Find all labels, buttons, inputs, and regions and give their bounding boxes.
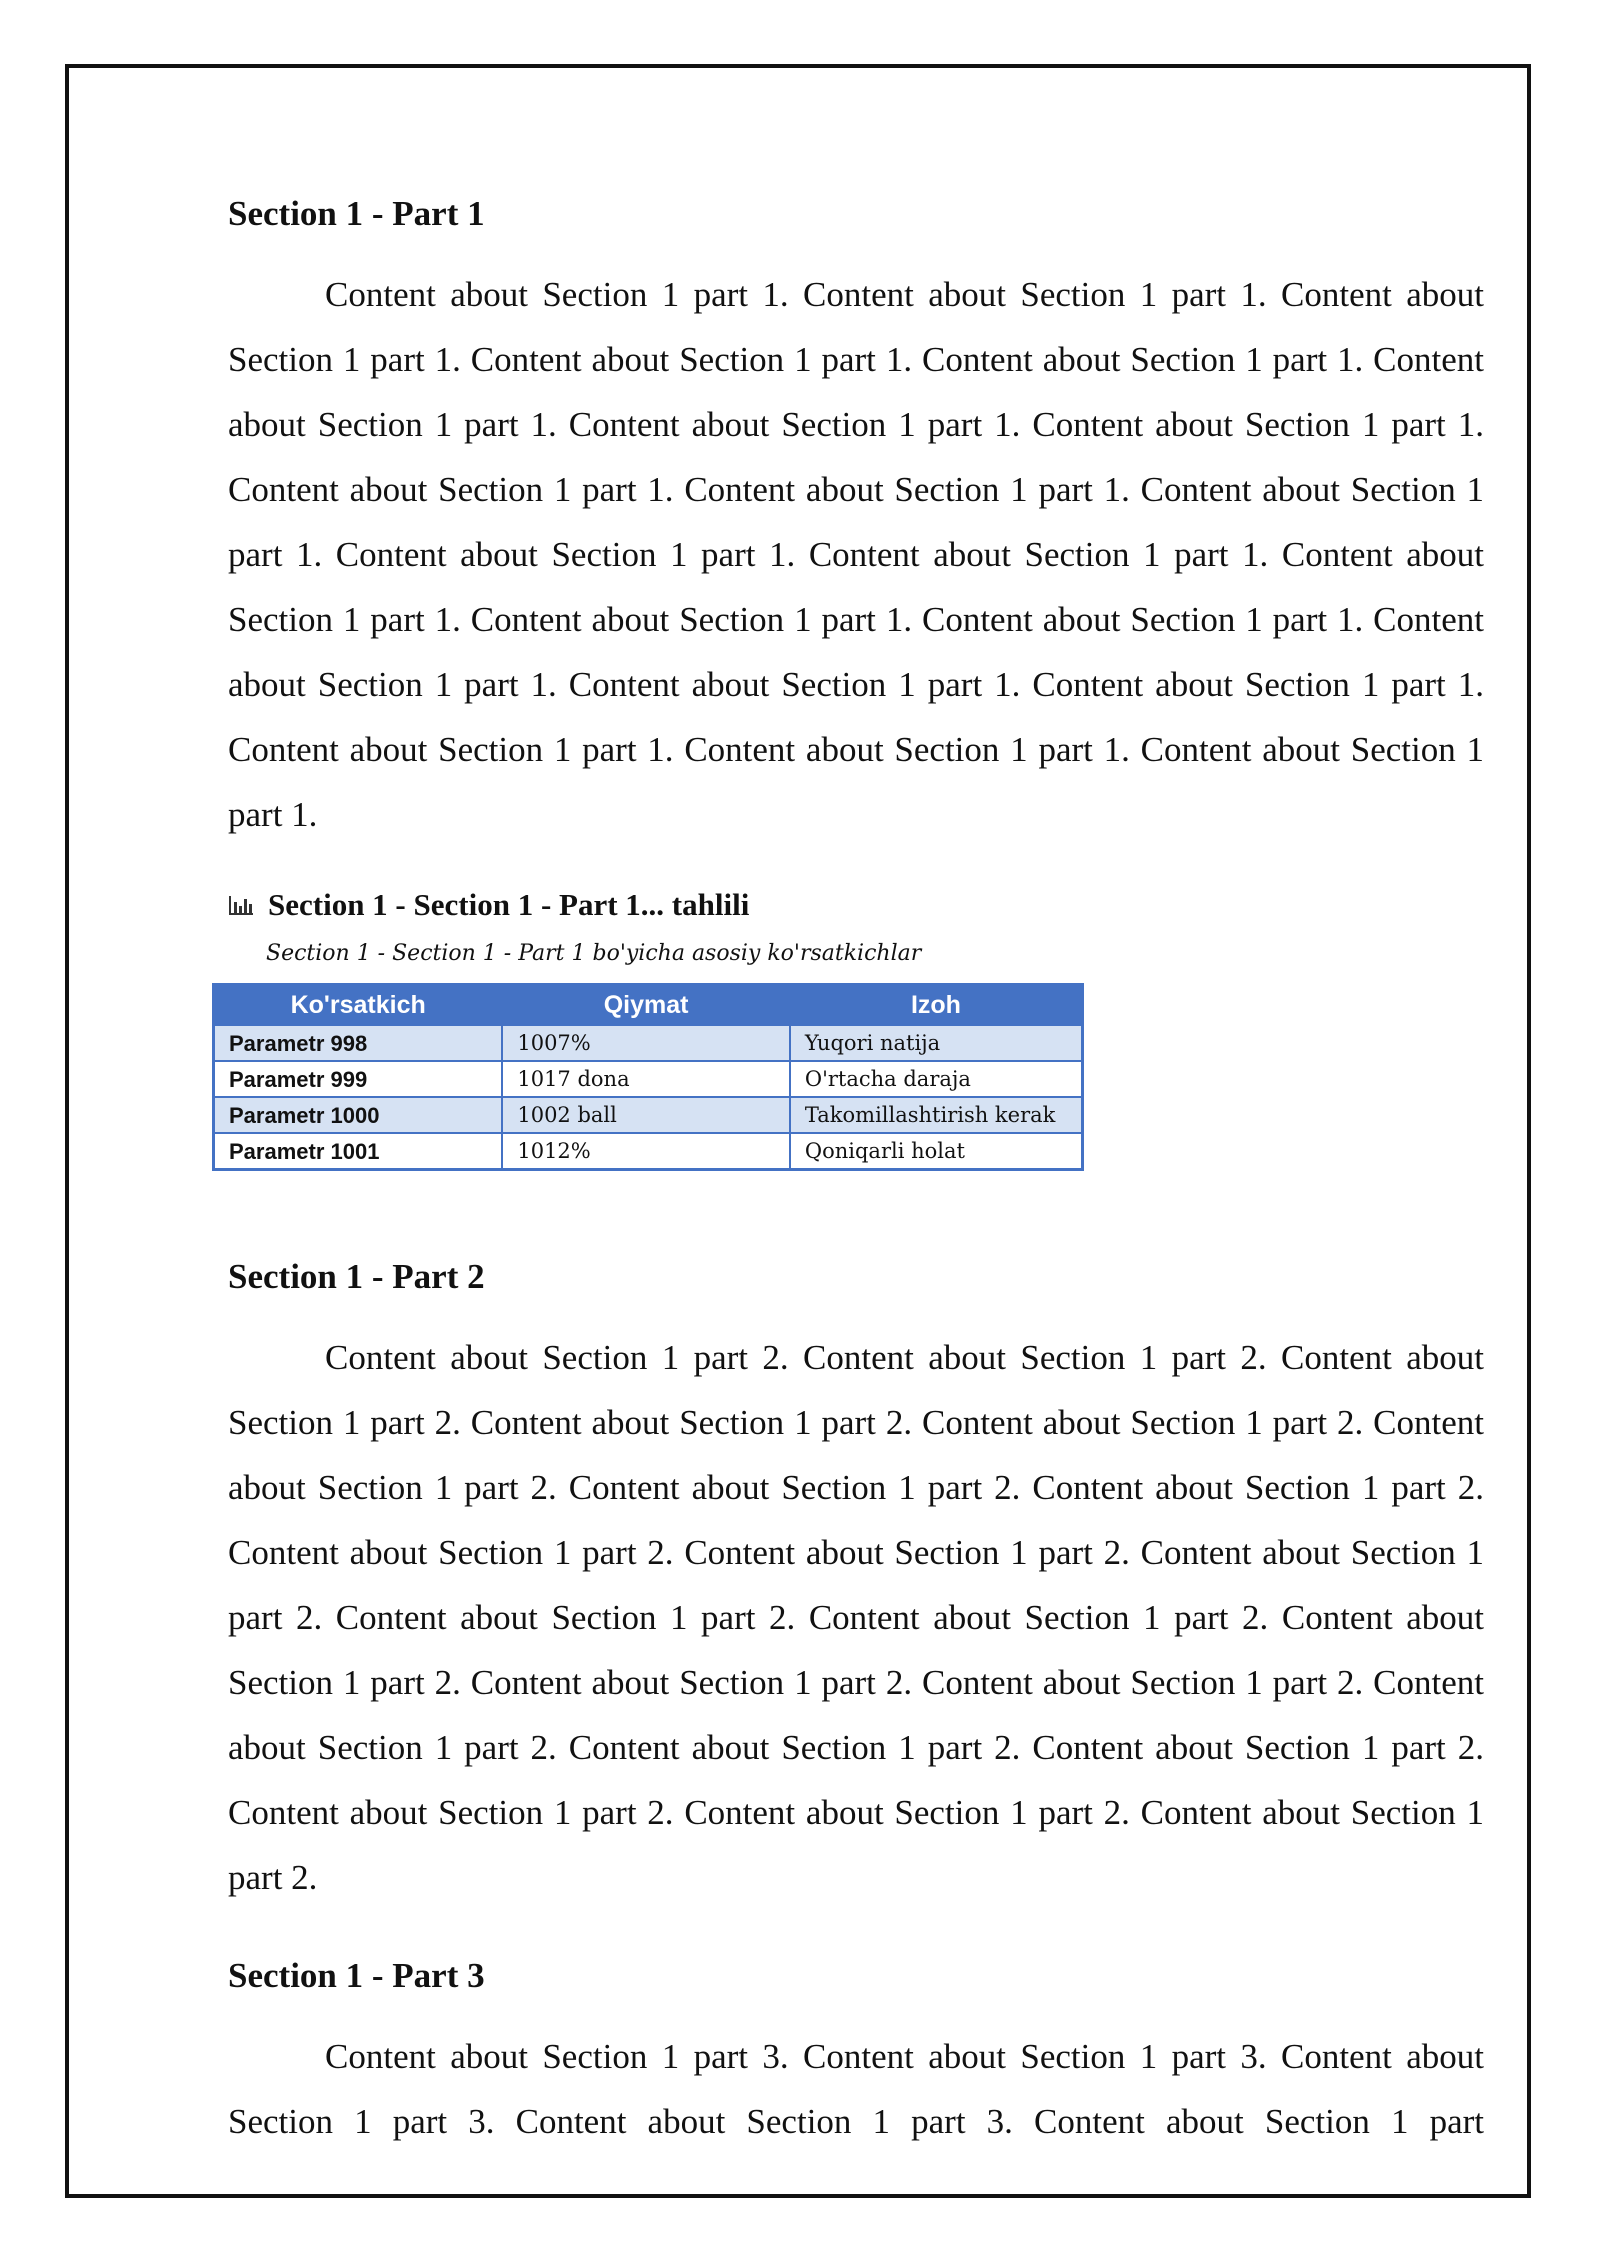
indicator-table bbox=[212, 983, 1084, 1171]
table-header-row bbox=[214, 985, 1083, 1026]
section-paragraph: Content about Section 1 part 1. Content about Section 1 part 1. Content about Section 1 part 1. Content about Section 1 part 1. Content about Section 1 part 1. Content about Section 1 part 1. Content about Section 1 part 1. Content about Section 1 part 1. Content about Section 1 part 1. Content about Section 1 part 1. Content about Section 1 part 1. Content about Section 1 part 1. Content about Section 1 part 1. Content about Section 1 part 1. Content about Section 1 part 1. Content about Section 1 part 1. Content about Section 1 part 1. Content about Section 1 part 1. Content about Section 1 part 1. Content about Section 1 part 1. Content about Section 1 part 1. Content about Section 1 part 1. bbox=[228, 275, 1484, 834]
table-cell-note: Takomillashtirish kerak bbox=[790, 1097, 1083, 1133]
section-heading: Section 1 - Part 1 bbox=[228, 194, 485, 233]
table-header-cell: Qiymat bbox=[502, 985, 790, 1026]
table-cell-value: 1007% bbox=[502, 1025, 790, 1061]
table-cell-parameter: Parametr 1000 bbox=[214, 1097, 503, 1133]
table-cell-value: 1012% bbox=[502, 1133, 790, 1170]
section-heading: Section 1 - Part 3 bbox=[228, 1956, 485, 1995]
analysis-title-text: Section 1 - Section 1 - Part 1... tahlili bbox=[268, 887, 750, 922]
table-cell-parameter: Parametr 998 bbox=[214, 1025, 503, 1061]
table-cell-note: Qoniqarli holat bbox=[790, 1133, 1083, 1170]
table-row bbox=[214, 1025, 1083, 1061]
table-caption: Section 1 - Section 1 - Part 1 bo'yicha asosiy ko'rsatkichlar bbox=[266, 941, 922, 966]
table-cell-parameter: Parametr 999 bbox=[214, 1061, 503, 1097]
document-body bbox=[228, 190, 1484, 2154]
analysis-title bbox=[228, 883, 1484, 927]
table-cell-note: Yuqori natija bbox=[790, 1025, 1083, 1061]
bar-chart-icon bbox=[228, 894, 254, 916]
table-row bbox=[214, 1061, 1083, 1097]
table-header-cell: Ko'rsatkich bbox=[214, 985, 503, 1026]
analysis-block bbox=[228, 883, 1484, 1171]
table-cell-value: 1002 ball bbox=[502, 1097, 790, 1133]
table-row bbox=[214, 1133, 1083, 1170]
section-paragraph: Content about Section 1 part 3. Content about Section 1 part 3. Content about Section 1 part 3. Content about Section 1 part 3. Content about Section 1 part bbox=[228, 2037, 1484, 2141]
table-header-cell: Izoh bbox=[790, 985, 1083, 1026]
table-cell-note: O'rtacha daraja bbox=[790, 1061, 1083, 1097]
section-heading: Section 1 - Part 2 bbox=[228, 1257, 485, 1296]
table-row bbox=[214, 1097, 1083, 1133]
table-cell-value: 1017 dona bbox=[502, 1061, 790, 1097]
table-cell-parameter: Parametr 1001 bbox=[214, 1133, 503, 1170]
section-paragraph: Content about Section 1 part 2. Content about Section 1 part 2. Content about Section 1 part 2. Content about Section 1 part 2. Content about Section 1 part 2. Content about Section 1 part 2. Content about Section 1 part 2. Content about Section 1 part 2. Content about Section 1 part 2. Content about Section 1 part 2. Content about Section 1 part 2. Content about Section 1 part 2. Content about Section 1 part 2. Content about Section 1 part 2. Content about Section 1 part 2. Content about Section 1 part 2. Content about Section 1 part 2. Content about Section 1 part 2. Content about Section 1 part 2. Content about Section 1 part 2. Content about Section 1 part 2. Content about Section 1 part 2. bbox=[228, 1338, 1484, 1897]
